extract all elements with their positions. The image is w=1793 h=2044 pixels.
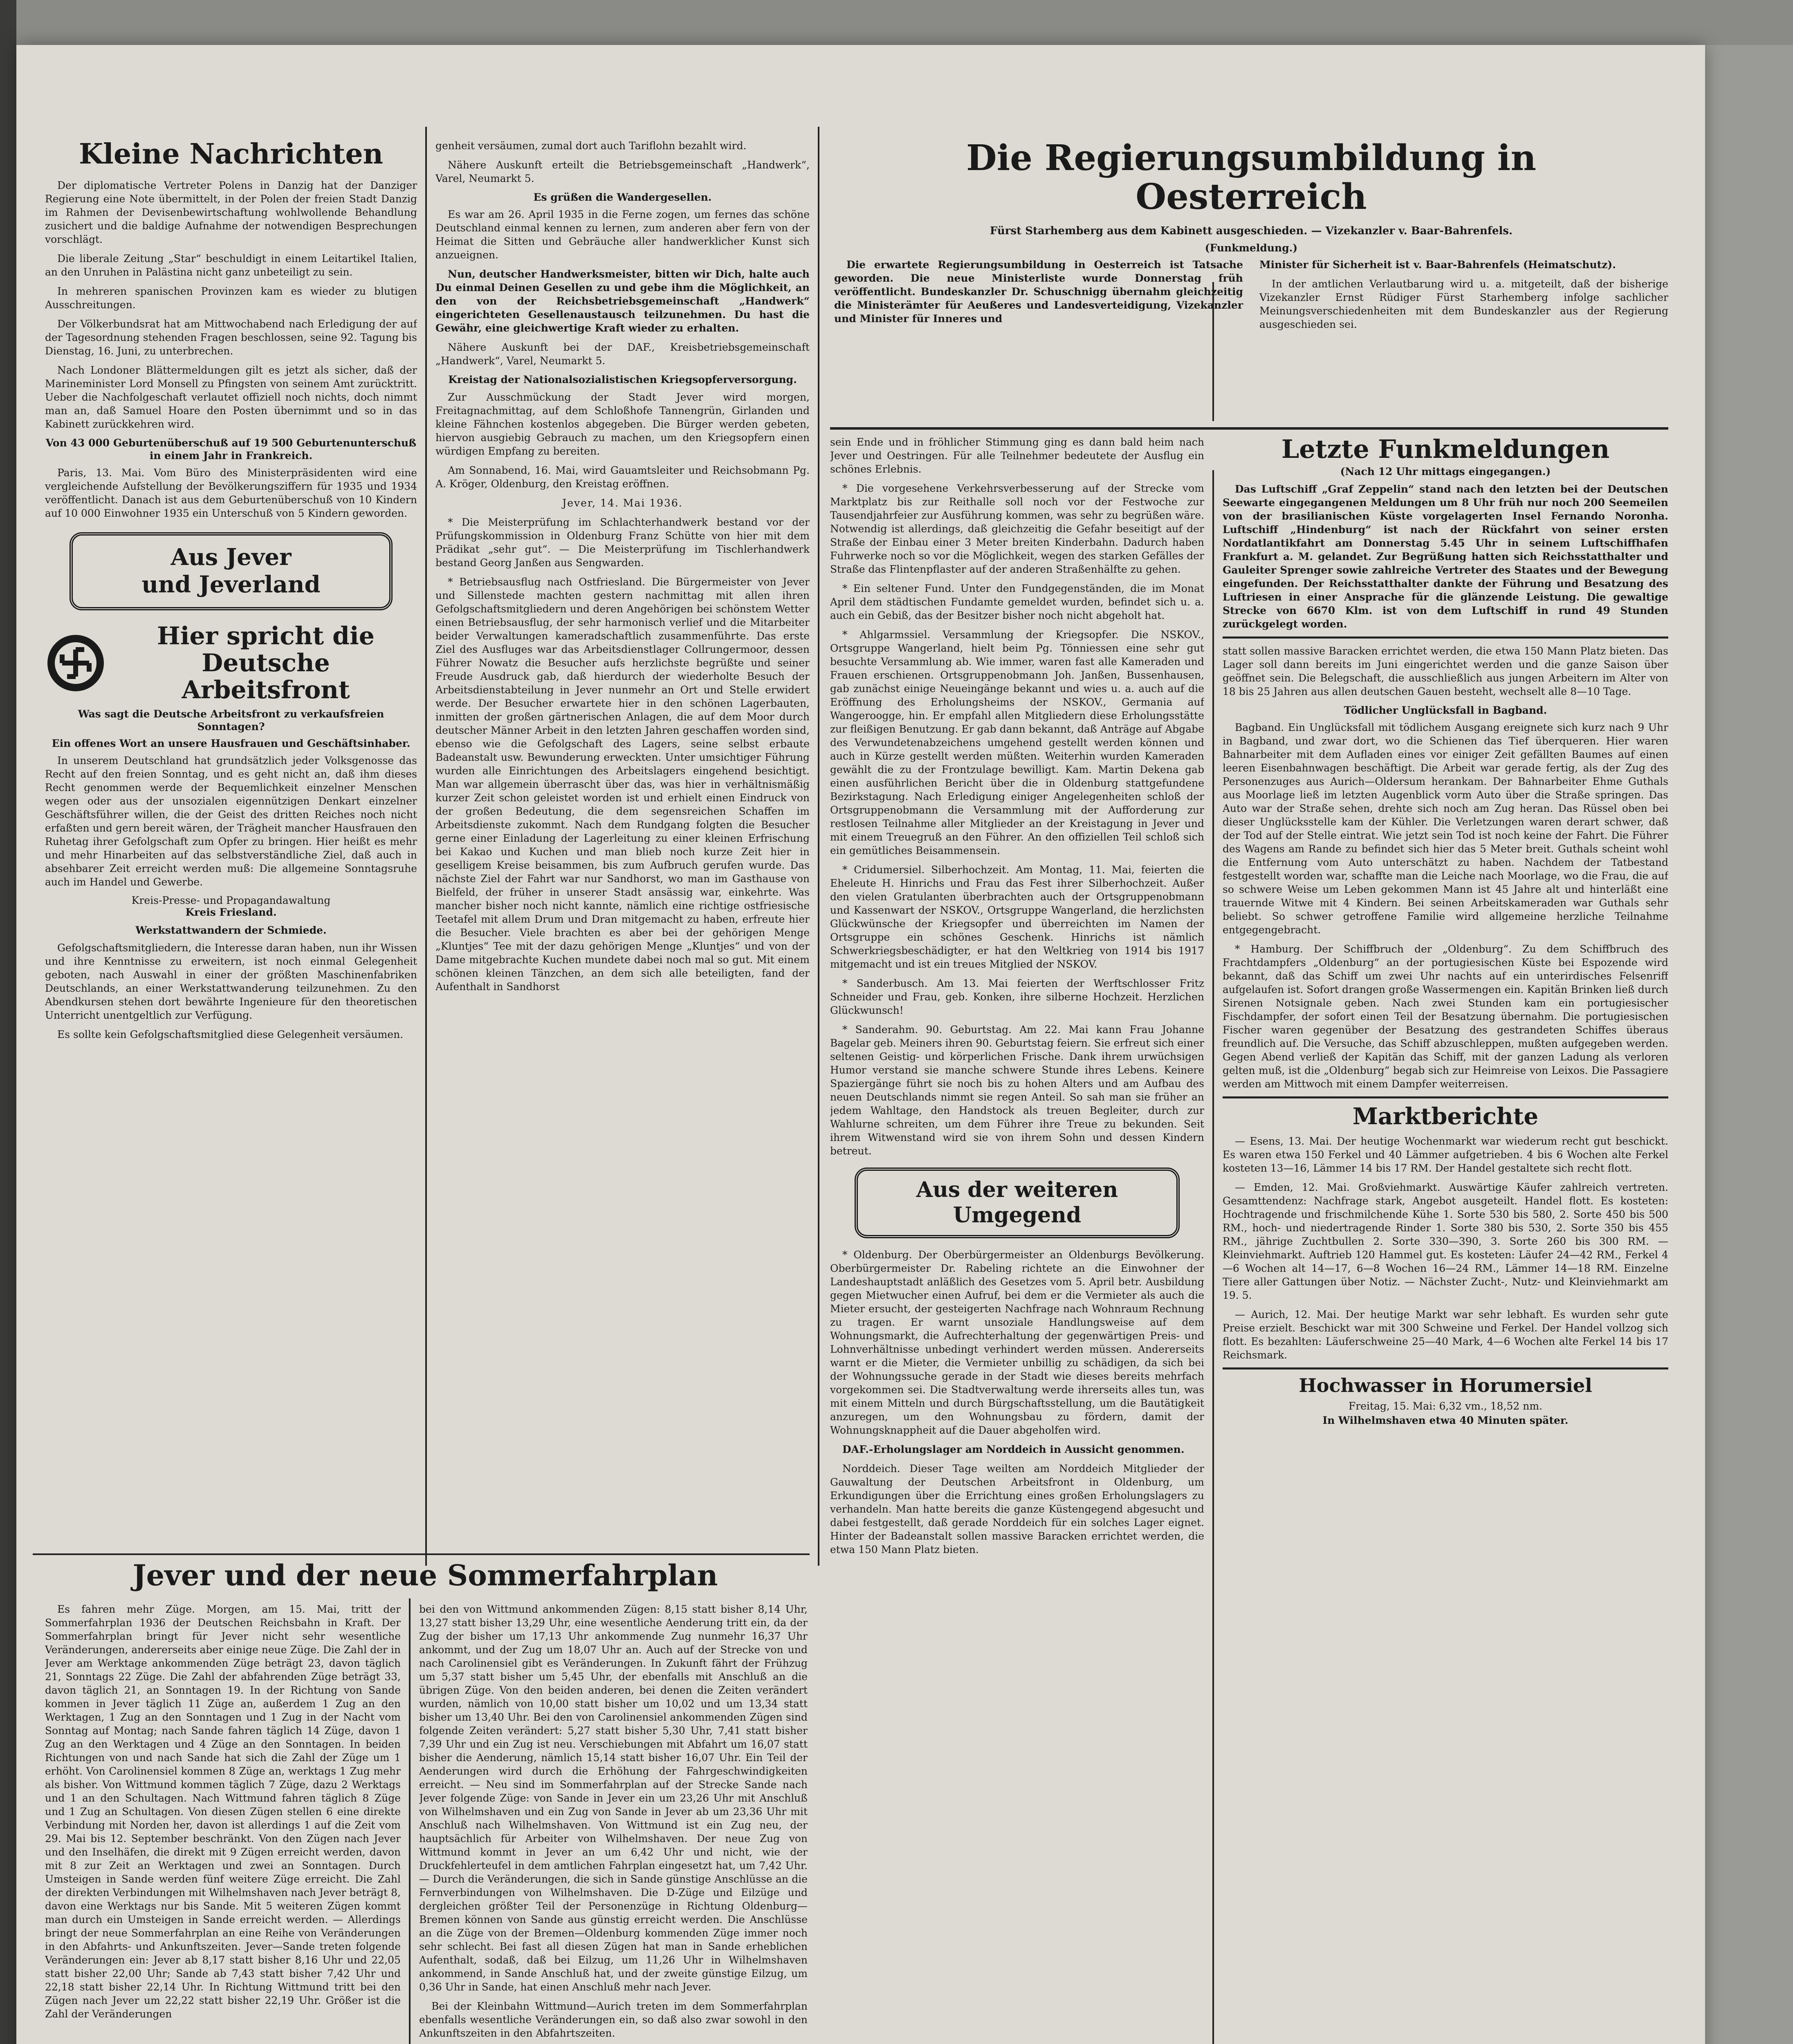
- sommer-column-2: [419, 1602, 808, 2044]
- article-text: Es sollte kein Gefolgschaftsmitglied diese Gelegenheit versäumen.: [57, 1028, 404, 1040]
- section-box-aus-jever: [70, 532, 393, 610]
- sommer-column-1: [45, 1602, 401, 2044]
- column-1: [45, 139, 417, 1545]
- article-text: Nach Londoner Blättermeldungen gilt es jetzt als sicher, daß der Marineminister Lord Monsell zu Pfingsten von seinem Amt zurücktritt. Ueber die Nachfolgeschaft verlautet offiziell noch nichts, doch nimmt man an, daß Samuel Hoare den Posten übernimmt und so in das Kabinett zurückkehren wird.: [45, 364, 417, 430]
- article-text: Norddeich. Dieser Tage weilten am Norddeich Mitglieder der Gauwaltung der Deutschen Arbeitsfront in Oldenburg, um Erkundigungen über die Errichtung eines großen Erholungslagers zu verhandeln. Man hatte bereits die ganze Küstengegend abgesucht und dabei festgestellt, daß gerade Norddeich für ein solches Lager eignet. Hinter der Badeanstalt sollen massive Baracken errichtet werden, die etwa 150 Mann Platz bieten.: [830, 1462, 1204, 1555]
- article-text: Minister für Sicherheit ist v. Baar-Bahrenfels (Heimatschutz).: [1259, 258, 1616, 271]
- section-box-line: Aus der weiteren: [916, 1177, 1118, 1202]
- article-text: In unserem Deutschland hat grundsätzlich jeder Volksgenosse das Recht auf den freien Sonntag, und es geht nicht an, daß ihm dieses Recht genommen werde der Bequemlichkeit einzelner Menschen wegen oder aus der unsozialen eigennützigen Denkart einzelner Geschäftsführer willen, die der Geist des dritten Reiches noch nicht erfaßten und gern bereit wären, der Trägheit mancher Hausfrauen den Ruhetag ihrer Gefolgschaft zum Opfer zu bringen. Hier heißt es mehr und mehr Hinarbeiten auf das selbstverständliche Ziel, daß auch in absehbarer Zeit erreicht werden muß: Die allgemeine Sonntagsruhe auch im Handel und Gewerbe.: [45, 755, 417, 888]
- subheadline-starhemberg: Fürst Starhemberg aus dem Kabinett ausgeschieden. — Vizekanzler v. Baar-Bahrenfels.: [990, 225, 1513, 238]
- tide-times: Freitag, 15. Mai: 6,32 vm., 18,52 nm.: [1348, 1400, 1543, 1412]
- article-text: Es fahren mehr Züge. Morgen, am 15. Mai, tritt der Sommerfahrplan 1936 der Deutschen Reichsbahn in Kraft. Der Sommerfahrplan bringt für Jever nicht sehr wesentliche Veränderungen, andererseits aber einige neue Züge. Die Zahl der in Jever am Werktage ankommenden Züge beträgt 23, davon täglich 21, Sonntags 22 Züge. Die Zahl der abfahrenden Züge beträgt 33, davon täglich 21, an Sonntagen 19. In der Richtung von Sande kommen in Jever täglich 11 Züge an, außerdem 1 Zug an den Werktagen, 1 Zug an den Sonntagen und 1 Zug in der Nacht vom Sonntag auf Montag; nach Sande fahren täglich 14 Züge, davon 1 Zug an den Werktagen und 4 Züge an den Sonntagen. In beiden Richtungen von und nach Sande hat sich die Zahl der Züge um 1 erhöht. Von Carolinensiel kommen 8 Züge an, werktags 1 Zug mehr als bisher. Von Wittmund kommen täglich 7 Züge, dazu 2 Werktags und 1 an den Schultagen. Nach Wittmund fahren täglich 8 Züge und 1 Zug an Schultagen. Von diesen Zügen stellen 6 eine direkte Verbindung mit Norden her, davon ist allerdings 1 auf die Zeit vom 29. Mai bis 12. September beschränkt. Von den Zügen nach Jever und den Inselhäfen, die direkt mit 9 Zügen erreicht werden, davon mit 8 zur Zeit an Werktagen und zwei an Sonntagen. Durch Umsteigen in Sande werden fünf weitere Züge erreicht. Die Zahl der direkten Verbindungen mit Wilhelmshaven nach Jever beträgt 8, davon eine Werktags nur bis Sande. Mit 5 weiteren Zügen kommt man durch ein Umsteigen in Sande erreicht werden. — Allerdings bringt der neue Sommerfahrplan an eine Reihe von Veränderungen in den Abfahrts- und Ankunftszeiten. Jever—Sande treten folgende Veränderungen ein: Jever ab 8,17 statt bisher 8,16 Uhr und 22,05 statt bisher 22,00 Uhr; Sande ab 7,43 statt bisher 7,42 Uhr und 22,18 statt bisher 22,14 Uhr. In Richtung Wittmund tritt bei den Zügen nach Jever um 22,22 statt bisher 22,19 Uhr. Größer ist die Zahl der Veränderungen: [45, 1603, 401, 2020]
- article-text: Gefolgschaftsmitgliedern, die Interesse daran haben, nun ihr Wissen und ihre Kenntnisse zu erweitern, ist noch einmal Gelegenheit geboten, nach Auswahl in einer der größten Maschinenfabriken Deutschlands, an einer Werkstattwanderung teilzunehmen. Zu den Abendkursen stehen dort bewährte Ingenieure für den theoretischen Unterricht unentgeltlich zur Verfügung.: [45, 941, 417, 1021]
- signature-line: Kreis Friesland.: [185, 906, 277, 919]
- subheading-daf: Was sagt die Deutsche Arbeitsfront zu verkaufsfreien Sonntagen?: [78, 708, 384, 733]
- article-text: DAF.-Erholungslager am Norddeich in Aussicht genommen.: [842, 1443, 1185, 1455]
- article-text: Die erwartete Regierungsumbildung in Oesterreich ist Tatsache geworden. Die neue Ministerliste wurde Donnerstag früh veröffentlicht. Bundeskanzler Dr. Schuschnigg übernahm gleichzeitig die Ministerämter für Aeußeres und Landesverteidigung, Vizekanzler und Minister für Inneres und: [834, 258, 1243, 325]
- rule-col3-col4: [1212, 470, 1214, 2044]
- article-text: * Die Meisterprüfung im Schlachterhandwerk bestand vor der Prüfungskommission in Oldenburg Franz Schütte von hier mit dem Prädikat „sehr gut“. — Die Meisterprüfung im Tischlerhandwerk bestand Georg Janßen aus Sengwarden.: [435, 516, 810, 569]
- subheading-geburten: Von 43 000 Geburtenüberschuß auf 19 500 Geburtenunterschuß in einem Jahr in Frankreich.: [45, 437, 417, 462]
- heading-daf-line1: Hier spricht die: [157, 621, 375, 650]
- section-box-line: Umgegend: [953, 1203, 1082, 1228]
- subheading-daf-2: Ein offenes Wort an unsere Hausfrauen und Geschäftsinhaber.: [52, 737, 411, 750]
- scan-left-edge: [0, 0, 16, 2044]
- headline-sommerfahrplan: Jever und der neue Sommerfahrplan: [132, 1558, 718, 1592]
- column-3: [830, 435, 1204, 2044]
- banner-austria: [834, 139, 1668, 425]
- subheading-werkstatt: Werkstattwandern der Schmiede.: [135, 924, 327, 937]
- heading-marktberichte: Marktberichte: [1352, 1103, 1539, 1130]
- section-box-line: und Jeverland: [141, 571, 321, 598]
- rule-sommer-top: [33, 1553, 810, 1555]
- column-4: [1223, 435, 1668, 2044]
- rule-col1-col2: [425, 127, 427, 1566]
- headline-oesterreich: Oesterreich: [1135, 176, 1367, 217]
- article-text: — Esens, 13. Mai. Der heutige Wochenmarkt war wiederum recht gut beschickt. Es waren etwa 150 Ferkel und 40 Lämmer aufgetrieben. 4 bis 6 Wochen alte Ferkel kosteten 13—16, Lämmer 14 bis 17 RM. Der Handel gestaltete sich recht flott.: [1223, 1135, 1668, 1174]
- article-text: Der diplomatische Vertreter Polens in Danzig hat der Danziger Regierung eine Note übermittelt, in der Polen der freien Stadt Danzig im Rahmen der Devisenbewirtschaftung wohlwollende Behandlung zusichert und die baldige Aufnahme der notwendigen Besprechungen vorschlägt.: [45, 179, 417, 245]
- rule-sommer-mid: [409, 1598, 411, 2044]
- section-box-line: Aus Jever: [171, 544, 292, 571]
- rule-hochwasser-top: [1223, 1367, 1668, 1369]
- article-text: In der amtlichen Verlautbarung wird u. a. mitgeteilt, daß der bisherige Vizekanzler Ernst Rüdiger Fürst Starhemberg infolge sachlicher Meinungsverschiedenheiten mit dem Bundeskanzler aus der Regierung ausgeschieden sei.: [1259, 278, 1668, 330]
- scan-right-edge: [1705, 45, 1793, 2044]
- article-text: genheit versäumen, zumal dort auch Tariflohn bezahlt wird.: [435, 140, 747, 152]
- article-text: * Ahlgarmssiel. Versammlung der Kriegsopfer. Die NSKOV., Ortsgruppe Wangerland, hielt beim Pg. Tönniessen eine sehr gut besuchte Versammlung ab. Wie immer, waren fast alle Kameraden und Frauen erschienen. Ortsgruppenobmann Joh. Janßen, Bussenhausen, gab zunächst einige Neueingänge bekannt und wies u. a. auch auf die Eröffnung des Erholungsheims der NSKOV., Germania auf Wangeroogge, hin. Er empfahl allen Mitgliedern diese Erholungsstätte zur fleißigen Benutzung. Er gab dann bekannt, daß Anträge auf Abgabe des Verwundetenabzeichens umgehend gestellt werden können und auch in Kürze gestellt werden müßten. Weiterhin wurden Kameraden gewählt die zu der Frontzulage bewilligt. Kam. Martin Dekena gab einen ausführlichen Bericht über die in Oldenburg stattgefundene Bezirkstagung. Nach Erledigung einiger Angelegenheiten schloß der Ortsgruppenobmann die Versammlung mit der Aufforderung zur restlosen Teilnahme aller Mitglieder an der Kreistagung in Jever und mit einem Treuegruß an den Führer. An den offiziellen Teil schloß sich ein gemütliches Beisammensein.: [830, 629, 1204, 856]
- article-text: * Betriebsausflug nach Ostfriesland. Die Bürgermeister von Jever und Sillenstede machten gestern nachmittag mit allen ihren Gefolgschaftsmitgliedern und deren Angehörigen bei schönstem Wetter einen Betriebsausflug, der sehr harmonisch verlief und die Mitarbeiter beider Verwaltungen kameradschaftlich zusammenführte. Das erste Ziel des Ausfluges war das Arbeitsdienstlager Collrungermoor, dessen Führer Nowatz die Besucher aufs herzlichste begrüßte und seiner Freude Ausdruck gab, daß hierdurch der wiederholte Besuch der Arbeitsdienstabteilung in Jever nunmehr an Ort und Stelle erwidert werde. Der Besucher erwartete hier in den schönen Lagerbauten, inmitten der großen gärtnerischen Anlagen, die auf dem Moor durch deutscher Männer Arbeit in den letzten Jahren geschaffen worden sind, ebenso wie die Gefolgschaft des Lagers, seine selbst erbaute Badeanstalt usw. Bewunderung erweckten. Unter umsichtiger Führung wurden alle Einrichtungen des Arbeitslagers eingehend besichtigt. Man war allgemein überrascht über das, was hier in verhältnismäßig kurzer Zeit schon geleistet worden ist und erhielt einen Eindruck von der großen Bedeutung, die dem segensreichen Schaffen im Arbeitsdienste zukommt. Nach dem Rundgang folgten die Besucher gerne einer Einladung der Lagerleitung zu einer kleinen Erfrischung bei Kakao und Kuchen und man blieb noch kurze Zeit hier in geselligem Kreise beisammen, bis zum Aufbruch gerufen wurde. Das nächste Ziel der Fahrt war nur Sandhorst, wo man im Gasthause von Bielfeld, der früher in unserer Stadt ansässig war, einkehrte. Was mancher bisher noch nicht kannte, nämlich eine richtige ostfriesische Teetafel mit allem Drum und Dran mitgemacht zu haben, erfreute hier die Besucher. Viele brachten es aber bei der gehörigen Menge „Kluntjes“ Tee mit der dazu gehörigen Menge „Kluntjes“ und von der Dame mitgebrachte Kuchen mundete dabei noch mal so gut. Mit einem schönen kleinen Tänzchen, an dem sich alle beteiligten, fand der Aufenthalt in Sandhorst: [435, 576, 810, 993]
- dateline: Jever, 14. Mai 1936.: [562, 497, 683, 509]
- heading-daf-line2: Deutsche Arbeitsfront: [182, 648, 350, 704]
- subheading-wandergesellen: Es grüßen die Wandergesellen.: [533, 191, 712, 203]
- article-text: * Sanderbusch. Am 13. Mai feierten der Werftschlosser Fritz Schneider und Frau, geb. Konken, ihre silberne Hochzeit. Herzlichen Glückwunsch!: [830, 977, 1204, 1016]
- subheading-unglueck: Tödlicher Unglücksfall in Bagband.: [1344, 704, 1547, 717]
- newspaper-page: [16, 45, 1705, 2044]
- rule-col2-col3: [818, 127, 819, 1566]
- heading-letzte-funkmeldungen: Letzte Funkmeldungen: [1281, 435, 1610, 464]
- article-text: — Emden, 12. Mai. Großviehmarkt. Auswärtige Käufer zahlreich vertreten. Gesamttendenz: Nachfrage stark, Angebot ausgeteilt. Handel flott. Es kosteten: Hochtragende und frischmilchende Kühe 1. Sorte 530 bis 580, 2. Sorte 450 bis 500 RM., hoch- und niedertragende Rinder 1. Sorte 380 bis 530, 2. Sorte 350 bis 455 RM., jährige Zuchtbullen 2. Sorte 330—390, 3. Sorte 260 bis 300 RM. — Kleinviehmarkt. Auftrieb 120 Hammel gut. Es kosteten: Läufer 24—42 RM., Ferkel 4—6 Wochen alt 14—17, 6—8 Wochen 16—24 RM., Lämmer 14—18 RM. Einzelne Tiere aller Gattungen über Notiz. — Nächster Zucht-, Nutz- und Kleinviehmarkt am 19. 5.: [1223, 1181, 1668, 1302]
- article-text: Die liberale Zeitung „Star“ beschuldigt in einem Leitartikel Italien, an den Unruhen in Palästina nicht ganz unbeteiligt zu sein.: [45, 252, 417, 278]
- heading-hochwasser: Hochwasser in Horumersiel: [1299, 1374, 1592, 1397]
- article-text: * Die vorgesehene Verkehrsverbesserung auf der Strecke vom Marktplatz bis zur Reithalle soll noch vor der Festwoche zur Tausendjahrfeier zur Ausführung kommen, was sehr zu begrüßen wäre. Notwendig ist allerdings, daß gleichzeitig die Gefahr beseitigt auf der Straße der Einbau einer 3 Meter breiten Kinderbahn. Dadurch haben Fuhrwerke noch so vor die Möglichkeit, wegen des starken Gefälles der Straße das Flintenpflaster auf der anderen Straßenhälfte zu gehen.: [830, 482, 1204, 575]
- article-text: Nun, deutscher Handwerksmeister, bitten wir Dich, halte auch Du einmal Deinen Gesellen zu und gebe ihm die Möglichkeit, an den von der Reichsbetriebsgemeinschaft „Handwerk“ eingerichteten Gesellenaustausch teilzunehmen. Du hast die Gewähr, eine gleichwertige Kraft wieder zu erhalten.: [435, 268, 810, 334]
- article-text: Das Luftschiff „Graf Zeppelin“ stand nach den letzten bei der Deutschen Seewarte eingegangenen Meldungen um 8 Uhr früh nur noch 200 Seemeilen von der brasilianischen Küste vorgelagerten Insel Fernando Noronha. Luftschiff „Hindenburg“ ist nach der Rückfahrt von seiner ersten Nordatlantikfahrt am Donnerstag 5.45 Uhr in seinem Luftschiffhafen Frankfurt a. M. gelandet. Zur Begrüßung hatten sich Reichsstatthalter und Gauleiter Sprenger sowie zahlreiche Vertreter des Staates und der Bewegung eingefunden. Der Reichsstatthalter dankte der Führung und Besatzung des Luftriesen in einer Ansprache für die glänzende Leistung. Die gewaltige Strecke von 6670 Klm. ist von dem Luftschiff in rund 49 Stunden zurückgelegt worden.: [1223, 483, 1668, 630]
- swastika-emblem-icon: [45, 632, 106, 694]
- article-text: Paris, 13. Mai. Vom Büro des Ministerpräsidenten wird eine vergleichende Aufstellung der Bevölkerungsziffern für 1935 und 1934 veröffentlicht. Danach ist aus dem Geburtenüberschuß von 10 Kindern auf 10 000 Einwohner 1935 ein Unterschuß von 5 Kindern geworden.: [45, 467, 417, 520]
- signature-line: Kreis-Presse- und Propagandawaltung: [131, 894, 331, 907]
- article-text: — Aurich, 12. Mai. Der heutige Markt war sehr lebhaft. Es wurden sehr gute Preise erzielt. Beschickt war mit 300 Schweine und Ferkel. Der Handel vollzog sich flott. Es bezahlten: Läuferschweine 25—40 Mark, 4—6 Wochen alte Ferkel 14 bis 17 Reichsmark.: [1223, 1309, 1668, 1361]
- article-text: bei den von Wittmund ankommenden Zügen: 8,15 statt bisher 8,14 Uhr, 13,27 statt bisher 13,29 Uhr, eine wesentliche Aenderung tritt ein, da der Zug der bisher um 17,13 Uhr ankommende Zug nunmehr 16,37 Uhr ankommt, und der Zug um 18,07 Uhr an. Auch auf der Strecke von und nach Carolinensiel gibt es Veränderungen. In Zukunft fährt der Frühzug um 5,37 statt bisher um 5,45 Uhr, der ebenfalls mit Anschluß an die übrigen Züge. Von den beiden anderen, bei denen die Zeiten verändert wurden, nämlich von 10,00 statt bisher um 10,02 und um 13,34 statt bisher um 13,40 Uhr. Bei den von Carolinensiel ankommenden Zügen sind folgende Zeiten verändert: 5,27 statt bisher 5,30 Uhr, 7,41 statt bisher 7,39 Uhr und ein Zug ist neu. Verschiebungen mit Abfahrt um 16,07 statt bisher die Aenderung, nämlich 15,14 statt bisher 16,07 Uhr. Ein Teil der Aenderungen wird durch die Erhöhung der Fahrgeschwindigkeiten erreicht. — Neu sind im Sommerfahrplan auf der Strecke Sande nach Jever folgende Züge: von Sande in Jever ein um 23,26 Uhr mit Anschluß von Wilhelmshaven und ein Zug von Sande in Jever ab um 23,36 Uhr mit Anschluß nach Wilhelmshaven. Von Wittmund ist ein Zug neu, der hauptsächlich für Arbeiter von Wilhelmshaven. Der neue Zug von Wittmund kommt in Jever an um 6,42 Uhr und nicht, wie der Druckfehlerteufel in dem amtlichen Fahrplan eingesetzt hat, um 7,42 Uhr. — Durch die Veränderungen, die sich in Sande günstige Anschlüsse an die Fernverbindungen von Wilhelmshaven. Die D-Züge und Eilzüge und dergleichen größter Teil der Personenzüge in Richtung Oldenburg—Bremen können von Sande aus günstig erreicht werden. Die Anschlüsse an die Züge von der Bremen—Oldenburg kommenden Züge immer noch sehr schlecht. Bei fast all diesen Zügen hat man in Sande erheblichen Aufenthalt, sodaß, daß bei Eilzug, um 11,26 Uhr in Wilhelmshaven ankommend, in Sande Anschluß hat, und der zweite günstige Eilzug, um 0,36 Uhr in Sande, hat einen Anschluß mehr nach Jever.: [419, 1603, 808, 1993]
- rule-banner-bottom: [830, 427, 1668, 430]
- article-text: * Hamburg. Der Schiffbruch der „Oldenburg“. Zu dem Schiffbruch des Frachtdampfers „Oldenburg“ an der portugiesischen Küste bei Espozende wird bekannt, daß das Schiff um zwei Uhr nachts auf ein unterirdisches Felsenriff aufgelaufen ist. Sofort drangen große Wassermengen ein. Kapitän Brinken ließ durch Sirenen Notsignale geben. Nach zwei Stunden kam ein portugiesischer Fischdampfer, der sofort einen Teil der Besatzung übernahm. Die portugiesischen Fischer waren gegenüber der Besatzung des gestrandeten Schiffes überaus freundlich auf. Die Versuche, das Schiff abzuschleppen, mußten aufgegeben werden. Gegen Abend verließ der Kapitän das Schiff, mit der ganzen Ladung als verloren gelten muß, ist die „Oldenburg“ begab sich zur Heimreise von Leixos. Die Passagiere werden am Mittwoch mit einem Dampfer weiterreisen.: [1223, 943, 1668, 1090]
- article-text: Am Sonnabend, 16. Mai, wird Gauamtsleiter und Reichsobmann Pg. A. Kröger, Oldenburg, den Kreistag eröffnen.: [435, 464, 810, 490]
- funkmeldung-label: (Funkmeldung.): [1205, 242, 1298, 254]
- headline-regierungsumbildung: Die Regierungsumbildung in: [966, 139, 1536, 179]
- article-text: Bei der Kleinbahn Wittmund—Aurich treten im dem Sommerfahrplan ebenfalls wesentliche Veränderungen ein, so daß also zwar sowohl in den Ankunftszeiten in den Abfahrtszeiten.: [419, 2000, 808, 2039]
- section-box-weitere-umgegend: [855, 1168, 1180, 1238]
- tide-note: In Wilhelmshaven etwa 40 Minuten später.: [1322, 1414, 1569, 1426]
- article-text: In mehreren spanischen Provinzen kam es wieder zu blutigen Ausschreitungen.: [45, 285, 417, 311]
- article-text: sein Ende und in fröhlicher Stimmung ging es dann bald heim nach Jever und Oestringen. Für alle Teilnehmer bedeutete der Ausflug ein schönes Erlebnis.: [830, 436, 1204, 475]
- daf-header: [45, 623, 417, 704]
- article-text: Es war am 26. April 1935 in die Ferne zogen, um fernes das schöne Deutschland einmal kennen zu lernen, zum anderen aber fern von der Heimat die Sitten und Gebräuche aller handwerklicher Kunst sich anzueignen.: [435, 208, 810, 261]
- article-text: * Ein seltener Fund. Unter den Fundgegenständen, die im Monat April dem städtischen Fundamte gemeldet wurden, befindet sich u. a. auch ein Gebiß, das der Besitzer bisher noch nicht abgeholt hat.: [830, 583, 1204, 621]
- article-text: Zur Ausschmückung der Stadt Jever wird morgen, Freitagnachmittag, auf dem Schloßhofe Tannengrün, Girlanden und kleine Fähnchen kostenlos abgegeben. Die Bürger werden gebeten, hiervon ausgiebig Gebrauch zu machen, um den Kriegsopfern einen würdigen Empfang zu bereiten.: [435, 391, 810, 457]
- rule-markt-top: [1223, 1096, 1668, 1098]
- subheading-kriegsopfer: Kreistag der Nationalsozialistischen Kriegsopferversorgung.: [448, 374, 797, 386]
- article-text: Nähere Auskunft erteilt die Betriebsgemeinschaft „Handwerk“, Varel, Neumarkt 5.: [435, 159, 810, 184]
- rule-funk-bottom: [1223, 637, 1668, 639]
- article-text: * Cridumersiel. Silberhochzeit. Am Montag, 11. Mai, feierten die Eheleute H. Hinrichs und Frau das Fest ihrer Silberhochzeit. Außer den vielen Gratulanten überbrachten auch der Ortsgruppenobmann und Kassenwart der NSKOV., Ortsgruppe Wangerland, die herzlichsten Glückwünsche der Kriegsopfer und überreichten im Namen der Ortsgruppe ein schönes Geschenk. Hinrichs ist nämlich Schwerkriegsbeschädigter, er hat den Weltkrieg von 1914 bis 1917 mitgemacht und ist ein treues Mitglied der NSKOV.: [830, 864, 1204, 970]
- article-text: * Sanderahm. 90. Geburtstag. Am 22. Mai kann Frau Johanne Bagelar geb. Meiners ihren 90. Geburtstag feiern. Sie erfreut sich einer seltenen Geistig- und körperlichen Frische. Dank ihrem urwüchsigen Humor verstand sie manche schwere Stunde ihres Lebens. Keinere Spaziergänge führt sie noch bis zu hohen Alters und am Aufbau des neuen Deutschlands nimmt sie regen Anteil. So sah man sie früher an jedem Wahltage, den Handstock als treuen Begleiter, durch zur Wahlurne schreiten, um dem Führer ihre Treue zu bekunden. Seit ihrem Witwenstand wird sie von ihrem Sohn und dessen Kindern betreut.: [830, 1024, 1204, 1157]
- article-text: Nähere Auskunft bei der DAF., Kreisbetriebsgemeinschaft „Handwerk“, Varel, Neumarkt 5.: [435, 341, 810, 367]
- heading-kleine-nachrichten: Kleine Nachrichten: [79, 139, 384, 170]
- article-text: statt sollen massive Baracken errichtet werden, die etwa 150 Mann Platz bieten. Das Lager soll dann bereits im Juni eingerichtet werden und die ganze Saison über geöffnet sein. Die Belegschaft, die ausschließlich aus jungen Arbeitern im Alter von 18 bis 25 Jahren aus allen deutschen Gauen besteht, wechselt alle 8—10 Tage.: [1223, 645, 1668, 698]
- subheading-funk: (Nach 12 Uhr mittags eingegangen.): [1340, 466, 1551, 478]
- article-text: Der Völkerbundsrat hat am Mittwochabend nach Erledigung der auf der Tagesordnung stehenden Fragen beschlossen, seine 92. Tagung bis Dienstag, 16. Juni, zu unterbrechen.: [45, 318, 417, 357]
- article-text: Bagband. Ein Unglücksfall mit tödlichem Ausgang ereignete sich kurz nach 9 Uhr in Bagband, und zwar dort, wo die Schienen das Tief überqueren. Hier waren Bahnarbeiter mit dem Aufladen eines vor einiger Zeit gefällten Baumes auf einen leeren Eisenbahnwagen beschäftigt. Die Arbeit war gerade fertig, als der Zug des Personenzuges aus Aurich—Oldersum herankam. Der Bahnarbeiter Ehme Guthals aus Moorlage ließ im letzten Augenblick vorm Auto über die Straße springen. Das Auto war der Straße sehen, drehte sich noch am Zug heran. Das Rüssel oben bei dieser Unglücksstelle kam der Kühler. Die Verletzungen waren derart schwer, daß der Tod auf der Stelle eintrat. Wie jetzt sein Tod ist noch keine der Fahrt. Die Führer des Wagens am Rande zu befindet sich hier das 5 Meter breit. Guthals scheint wohl die Entfernung vom Auto unterschätzt zu haben. Nachdem der Tatbestand festgestellt worden war, schaffte man die Leiche nach Moorlage, wo die Frau, die auf so schwere Weise um Leben gekommen Mann ist 45 Jahre alt und hinterläßt eine trauernde Witwe mit 4 Kindern. Bei seinen Arbeitskameraden war Guthals sehr beliebt. So schwer getroffene Familie wird allgemeine herzliche Teilnahme entgegengebracht.: [1223, 722, 1668, 936]
- article-text: * Oldenburg. Der Oberbürgermeister an Oldenburgs Bevölkerung. Oberbürgermeister Dr. Rabeling richtete an die Einwohner der Landeshauptstadt anläßlich des Gesetzes vom 5. April betr. Ausbildung gegen Mietwucher einen Aufruf, bei dem er die Vermieter als auch die Mieter ersucht, der gesteigerten Nachfrage nach Wohnraum Rechnung zu tragen. Er warnt unsoziale Handlungsweise auf dem Wohnungsmarkt, die Aufrechterhaltung der gegenwärtigen Preis- und Lohnverhältnisse unbedingt verhindert werden müssen. Andererseits warnt er die Mieter, die Vermieter unbillig zu schädigen, da sich bei der Wohnungssuche gerade in der Stadt wie dieses bereits mehrfach vorgekommen sei. Die Stadtverwaltung werde ihrerseits alles tun, was mit einem Mitteln und durch Bürgschaftsstellung, um die Bautätigkeit anzuregen, um den Wohnungsbau zu fördern, damit der Wohnungsknappheit auf die Dauer abgeholfen wird.: [830, 1248, 1204, 1436]
- column-2: [435, 139, 810, 1545]
